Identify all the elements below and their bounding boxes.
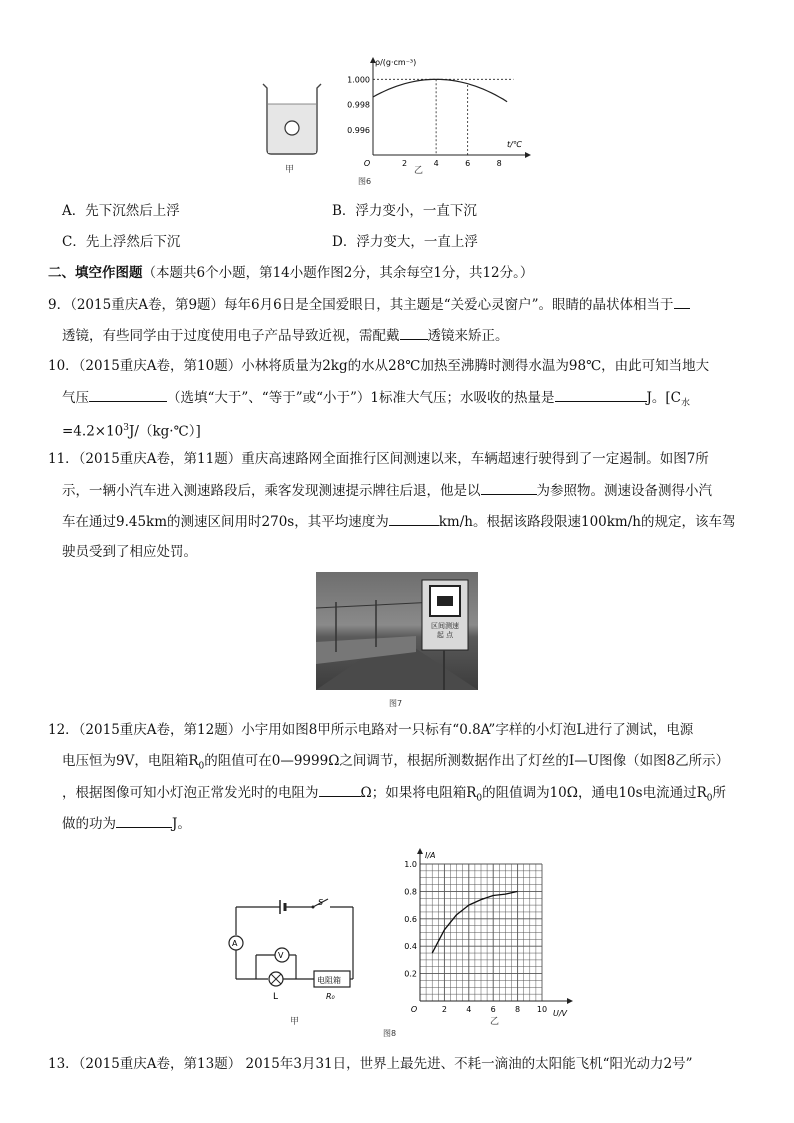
box-sub-label: R₀ [326, 992, 335, 1001]
q10-text-3: J。[C [646, 390, 682, 406]
fig8-ylabel: I/A [425, 851, 436, 860]
fig8-xlabel: U/V [553, 1009, 568, 1018]
option-d: D．浮力变大，一直上浮 [332, 234, 478, 250]
fig6-ytick-label: 0.996 [347, 125, 370, 135]
fig8-xtick-label: O [410, 1005, 418, 1014]
lamp-label: L [273, 992, 279, 1002]
q10-sup: 3 [123, 423, 130, 433]
q10-text-4: =4.2×10 [62, 423, 124, 440]
fig8-ytick-label: 0.8 [404, 887, 417, 897]
q12-text-3: ，根据图像可知小灯泡正常发光时的电阻为 [62, 785, 319, 801]
q12-text-2: 的阻值可在0—9999Ω之间调节，根据所测数据作出了灯丝的I—U图像（如图8乙所示） [204, 753, 730, 769]
fig8-caption: 图8 [383, 1029, 397, 1038]
box-label: 电阻箱 [317, 976, 341, 985]
q12-blank-2[interactable] [116, 813, 172, 828]
q12-text-1: 电压恒为9V，电阻箱R [62, 753, 199, 769]
fig6-caption: 图6 [358, 177, 372, 186]
q10-blank-1[interactable] [89, 387, 167, 402]
q10-line-1: 10．（2015重庆A卷，第10题）小林将质量为2kg的水从28℃加热至沸腾时测得水温为98℃，由此可知当地大 [48, 358, 710, 374]
fig6-ytick-label: 1.000 [347, 75, 370, 85]
fig8-xtick-label: 2 [441, 1005, 447, 1014]
q11-text-2: 为参照物。测速设备测得小汽 [536, 483, 712, 499]
q12-line-3 [62, 782, 726, 809]
q11-blank-1[interactable] [481, 480, 537, 495]
q9-blank-2[interactable] [400, 325, 428, 340]
q9-line-1 [48, 294, 690, 315]
q10-sub: 水 [681, 398, 691, 409]
arrow-icon [525, 152, 531, 158]
fig7-caption: 图7 [389, 699, 403, 708]
fig8-xtick-label: 4 [466, 1005, 472, 1014]
q12-sub-1: 0 [198, 761, 205, 772]
q9-line-2 [62, 325, 509, 346]
fig8-ytick-label: 1.0 [404, 860, 417, 869]
option-b: B．浮力变小，一直下沉 [332, 203, 477, 219]
fig6-ytick-label: 0.998 [347, 100, 370, 110]
q12-blank-1[interactable] [319, 782, 361, 797]
q10-text-1: 气压 [62, 390, 89, 406]
fig6-density-curve [373, 79, 507, 101]
fig8-label-left: 甲 [290, 1017, 300, 1027]
fig8-label-right: 乙 [490, 1017, 500, 1027]
q10-line-2 [62, 387, 690, 414]
q12-text-5: 的阻值调为10Ω，通电10s电流通过R [482, 785, 707, 801]
q12-sub-2: 0 [476, 793, 483, 804]
q13-line-1: 13．（2015重庆A卷，第13题） 2015年3月31日，世界上最先进、不耗一滴油的太阳能飞机“阳光动力2号” [48, 1056, 693, 1072]
fig6-xtick-label: 4 [433, 159, 439, 168]
fig6-xlabel: t/℃ [507, 140, 522, 149]
fig6-xtick-label: O [363, 159, 371, 168]
fig6-xtick-label: 6 [465, 159, 471, 168]
option-a: A．先下沉然后上浮 [62, 203, 180, 219]
switch-label: S [318, 898, 324, 907]
ammeter-label: A [232, 939, 238, 948]
q11-line-1: 11．（2015重庆A卷，第11题）重庆高速路网全面推行区间测速以来，车辆超速行驶得到了一定遏制。如图7所 [48, 451, 709, 467]
fig8-xtick-label: 8 [515, 1005, 521, 1014]
arrow-icon [417, 848, 423, 854]
fig8-xtick-label: 6 [490, 1005, 496, 1014]
fig6-xtick-label: 8 [496, 159, 502, 168]
section-desc: （本题共6个小题，第14小题作图2分，其余每空1分，共12分。） [142, 265, 534, 281]
arrow-icon [567, 998, 573, 1004]
fig7-photo [316, 572, 478, 690]
q12-text-8: J。 [172, 816, 191, 832]
fig6-label-right: 乙 [414, 166, 424, 176]
q9-blank-1[interactable] [674, 294, 690, 309]
section-title: 二、填空作图题 [48, 265, 143, 281]
q9-text-2: 透镜，有些同学由于过度使用电子产品导致近视，需配戴 [62, 328, 400, 344]
fig8-chart [392, 846, 587, 1026]
fig6-label-left: 甲 [285, 165, 295, 175]
q9-text-3: 透镜来矫正。 [427, 328, 509, 344]
beaker-illustration [255, 78, 325, 158]
fig6-xtick-label: 2 [402, 159, 408, 168]
fig8-xtick-label: 10 [536, 1005, 548, 1014]
fig8-ytick-label: 0.2 [404, 969, 417, 979]
q12-sub-3: 0 [706, 793, 713, 804]
q12-line-4 [62, 813, 191, 834]
fig8-circuit [218, 895, 368, 1010]
q11-text-1: 示，一辆小汽车进入测速路段后，乘客发现测速提示牌往后退，他是以 [62, 483, 481, 499]
option-c: C．先上浮然后下沉 [62, 234, 181, 250]
q11-line-3 [62, 511, 735, 532]
q12-line-2 [62, 751, 729, 777]
fig6-ylabel: ρ/(g·cm⁻³) [375, 58, 417, 67]
q12-text-6: 所 [712, 785, 726, 801]
q10-text-2: （选填“大于”、“等于”或“小于”）1标准大气压；水吸收的热量是 [167, 390, 555, 406]
q11-text-4: km/h。根据该路段限速100km/h的规定，该车驾 [438, 514, 736, 530]
q11-line-4: 驶员受到了相应处罚。 [62, 544, 197, 560]
fig6-chart [345, 55, 535, 180]
q9-text-1: 9．（2015重庆A卷，第9题）每年6月6日是全国爱眼日，其主题是“关爱心灵窗户”。眼睛的晶状体相当于 [48, 297, 674, 313]
q11-blank-2[interactable] [389, 511, 439, 526]
q10-line-3 [62, 418, 201, 442]
q11-text-3: 车在通过9.45km的测速区间用时270s，其平均速度为 [62, 514, 389, 530]
fig8-ytick-label: 0.6 [404, 914, 417, 924]
fig8-ytick-label: 0.4 [404, 942, 417, 952]
q10-text-5: J/（kg·℃）] [129, 423, 201, 440]
q12-text-7: 做的功为 [62, 816, 116, 832]
section-2-heading [48, 263, 533, 283]
q12-line-1: 12．（2015重庆A卷，第12题）小宇用如图8甲所示电路对一只标有“0.8A”字样的小灯泡L进行了测试，电源 [48, 722, 694, 738]
q10-blank-2[interactable] [555, 387, 647, 402]
q12-text-4: Ω；如果将电阻箱R [360, 785, 477, 801]
q11-line-2 [62, 480, 712, 501]
sign-text: 区间测速 起 点 [431, 622, 459, 639]
voltmeter-label: V [278, 951, 284, 960]
